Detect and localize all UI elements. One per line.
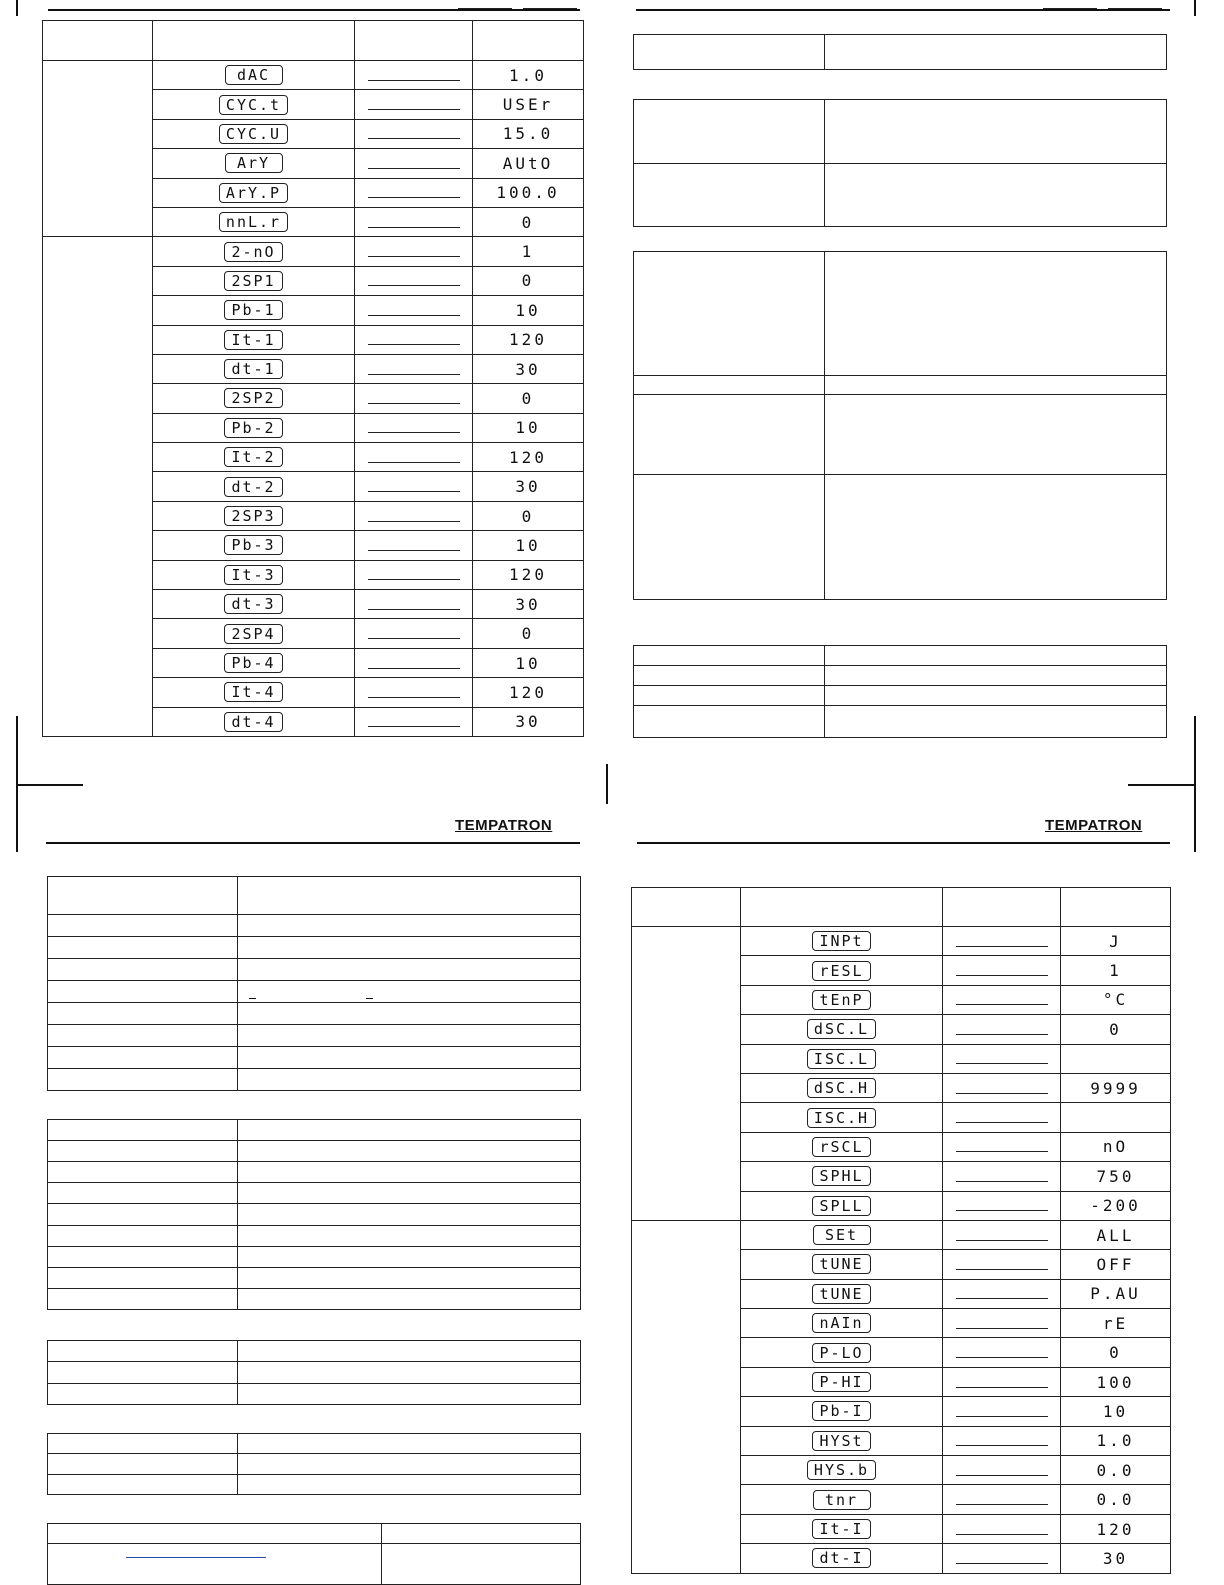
default-value: 30 <box>515 477 541 497</box>
parameter-code: 2-nO <box>224 242 282 262</box>
header-cell-setting <box>943 888 1061 927</box>
setting-blank[interactable] <box>956 1375 1048 1388</box>
parameter-code: It-1 <box>224 330 282 350</box>
setting-blank[interactable] <box>368 509 460 522</box>
setting-blank[interactable] <box>368 626 460 639</box>
default-value: 1.0 <box>509 65 547 85</box>
parameter-code: rESL <box>812 961 870 981</box>
crop-mark-top-left-v <box>16 0 18 16</box>
default-value: 0 <box>1109 1019 1122 1039</box>
setting-blank[interactable] <box>956 1081 1048 1094</box>
default-value: 10 <box>515 535 541 555</box>
setting-blank[interactable] <box>368 303 460 316</box>
setting-blank[interactable] <box>368 126 460 139</box>
default-value: °C <box>1102 990 1129 1010</box>
default-value: 0 <box>1109 1343 1122 1363</box>
setting-blank[interactable] <box>368 244 460 257</box>
top-left-header-rule <box>48 9 580 11</box>
parameter-code: dSC.L <box>807 1019 876 1039</box>
dash-mark-2 <box>366 998 373 999</box>
parameter-code: P-LO <box>812 1343 870 1363</box>
dash-mark-1 <box>249 998 256 999</box>
setting-blank[interactable] <box>368 97 460 110</box>
brand-rule-right <box>637 842 1170 844</box>
default-value: 1 <box>521 242 535 262</box>
default-value: P.AU <box>1090 1284 1141 1304</box>
blank-table-tr-1 <box>633 34 1167 70</box>
default-value: 120 <box>509 682 547 702</box>
table-row <box>48 1544 581 1585</box>
header-cell-group <box>632 888 741 927</box>
setting-blank[interactable] <box>956 1286 1048 1299</box>
default-value: 0 <box>521 506 535 526</box>
setting-blank[interactable] <box>368 215 460 228</box>
default-value: 0 <box>521 271 535 291</box>
top-right-header-box-2 <box>1108 0 1162 9</box>
setting-blank[interactable] <box>368 185 460 198</box>
parameter-code: tUNE <box>812 1254 870 1274</box>
table-row <box>48 1362 581 1383</box>
setting-blank[interactable] <box>956 1345 1048 1358</box>
default-value: 100 <box>1096 1372 1135 1392</box>
table-row <box>634 395 1167 475</box>
setting-blank[interactable] <box>368 714 460 727</box>
setting-blank[interactable] <box>956 1433 1048 1446</box>
setting-blank[interactable] <box>956 992 1048 1005</box>
top-left-header-box-2 <box>523 0 577 9</box>
parameter-code: It-3 <box>224 565 282 585</box>
parameter-code: It-4 <box>224 682 282 702</box>
default-value: 30 <box>515 359 541 379</box>
parameter-code: SPHL <box>812 1166 870 1186</box>
parameter-code: P-HI <box>812 1372 870 1392</box>
header-cell-display <box>741 888 943 927</box>
table-row <box>48 1183 581 1204</box>
parameter-table-top-left <box>42 20 584 737</box>
setting-blank[interactable] <box>956 1492 1048 1505</box>
parameter-code: It-I <box>812 1519 870 1539</box>
default-value: 10 <box>515 300 541 320</box>
parameter-table-bottom-right <box>631 887 1171 1574</box>
default-value: 750 <box>1096 1166 1135 1186</box>
parameter-code: SPLL <box>812 1196 870 1216</box>
setting-blank[interactable] <box>368 332 460 345</box>
blank-table-bl-4 <box>47 1433 581 1495</box>
default-value: 30 <box>515 594 541 614</box>
table-row <box>634 376 1167 395</box>
table-row <box>634 475 1167 600</box>
parameter-code: ArY.P <box>219 183 288 203</box>
default-value: 30 <box>1102 1548 1129 1568</box>
top-right-header-box-1 <box>1043 0 1097 9</box>
table-row <box>48 959 581 981</box>
parameter-code: HYS.b <box>807 1460 876 1480</box>
setting-blank[interactable] <box>956 1257 1048 1270</box>
table-row <box>48 1141 581 1162</box>
default-value: OFF <box>1096 1254 1135 1274</box>
setting-blank[interactable] <box>956 1551 1048 1564</box>
parameter-code: Pb-4 <box>224 653 282 673</box>
parameter-code: dt-3 <box>224 594 282 614</box>
table-row <box>48 1225 581 1246</box>
setting-blank[interactable] <box>956 1404 1048 1417</box>
setting-blank[interactable] <box>956 963 1048 976</box>
crop-mark-top-right-v <box>1194 0 1196 16</box>
table-row <box>48 1047 581 1069</box>
parameter-code: ISC.H <box>807 1108 876 1128</box>
default-value: 120 <box>1096 1519 1135 1539</box>
setting-blank[interactable] <box>956 1051 1048 1064</box>
setting-blank[interactable] <box>368 685 460 698</box>
default-value: 30 <box>515 712 541 732</box>
setting-blank[interactable] <box>368 156 460 169</box>
table-row <box>634 164 1167 227</box>
parameter-code: Pb-I <box>812 1401 870 1421</box>
setting-blank[interactable] <box>368 450 460 463</box>
blank-table-tr-3 <box>633 251 1167 600</box>
brand-logo-left: TEMPATRON <box>455 817 553 834</box>
default-value: AUtO <box>502 153 554 173</box>
setting-blank[interactable] <box>956 1463 1048 1476</box>
blank-table-tr-4 <box>633 645 1167 738</box>
table-row <box>48 1003 581 1025</box>
default-value: 120 <box>509 447 547 467</box>
setting-blank[interactable] <box>956 934 1048 947</box>
table-row <box>48 1434 581 1454</box>
setting-blank[interactable] <box>956 1522 1048 1535</box>
setting-blank[interactable] <box>368 391 460 404</box>
table-row <box>48 1025 581 1047</box>
table-row <box>48 1267 581 1288</box>
setting-blank[interactable] <box>368 538 460 551</box>
table-row <box>48 937 581 959</box>
parameter-code: tEnP <box>812 990 870 1010</box>
table-row <box>48 1288 581 1309</box>
setting-blank[interactable] <box>956 1110 1048 1123</box>
default-value: 0.0 <box>1096 1490 1135 1510</box>
header-cell-default <box>1061 888 1171 927</box>
table-row <box>48 1162 581 1183</box>
parameter-code: tnr <box>813 1490 871 1510</box>
parameter-code: Pb-3 <box>224 535 282 555</box>
setting-blank[interactable] <box>368 362 460 375</box>
setting-blank[interactable] <box>368 597 460 610</box>
setting-blank[interactable] <box>956 1022 1048 1035</box>
brand-logo-right: TEMPATRON <box>1045 817 1143 834</box>
default-value: 10 <box>515 418 541 438</box>
parameter-code: CYC.U <box>219 124 288 144</box>
setting-blank[interactable] <box>956 1139 1048 1152</box>
table-row <box>634 252 1167 376</box>
setting-blank[interactable] <box>956 1316 1048 1329</box>
default-value: 0.0 <box>1096 1460 1135 1480</box>
setting-blank[interactable] <box>368 567 460 580</box>
default-value: 1.0 <box>1096 1431 1135 1451</box>
parameter-code: dAC <box>225 65 283 85</box>
parameter-code: tUNE <box>812 1284 870 1304</box>
default-value: ALL <box>1096 1225 1135 1245</box>
setting-blank[interactable] <box>368 479 460 492</box>
setting-blank[interactable] <box>956 1228 1048 1241</box>
group-cell-1 <box>43 61 153 237</box>
parameter-code: 2SP2 <box>224 388 282 408</box>
setting-blank[interactable] <box>368 68 460 81</box>
default-value: USEr <box>502 95 554 115</box>
setting-blank[interactable] <box>956 1198 1048 1211</box>
header-cell-setting <box>355 21 473 61</box>
default-value: 100.0 <box>496 183 560 203</box>
parameter-code: ArY <box>225 153 283 173</box>
parameter-code: HYSt <box>812 1431 870 1451</box>
default-value: 120 <box>509 330 547 350</box>
crop-mark-left-h <box>16 784 83 786</box>
table-row <box>48 1383 581 1404</box>
group-cell-2 <box>43 237 153 737</box>
table-header-row <box>632 888 1171 927</box>
table-row <box>43 237 584 266</box>
default-value: 120 <box>509 565 547 585</box>
parameter-code: INPt <box>812 931 870 951</box>
table-row <box>48 915 581 937</box>
blank-table-tr-2 <box>633 99 1167 227</box>
top-right-header-rule <box>636 9 1170 11</box>
table-row <box>634 666 1167 686</box>
default-value: nO <box>1102 1137 1129 1157</box>
table-row <box>48 1120 581 1141</box>
default-value: 0 <box>521 624 535 644</box>
brand-rule-left <box>46 842 580 844</box>
parameter-code: 2SP3 <box>224 506 282 526</box>
header-cell-group <box>43 21 153 61</box>
table-row <box>48 1341 581 1362</box>
parameter-code: 2SP1 <box>224 271 282 291</box>
link-underline[interactable] <box>126 1557 266 1558</box>
parameter-code: nAIn <box>812 1313 870 1333</box>
blank-table-bl-2 <box>47 1119 581 1310</box>
default-value: 0 <box>521 388 535 408</box>
table-row <box>48 1474 581 1494</box>
table-row <box>48 1069 581 1091</box>
default-value: 0 <box>521 212 535 232</box>
parameter-code: ISC.L <box>807 1049 876 1069</box>
parameter-code: dt-I <box>812 1548 870 1568</box>
table-row <box>632 927 1171 956</box>
parameter-code: It-2 <box>224 447 282 467</box>
table-row <box>634 706 1167 738</box>
table-row <box>48 1204 581 1225</box>
setting-blank[interactable] <box>368 273 460 286</box>
parameter-code: nnL.r <box>219 212 288 232</box>
table-row <box>48 1246 581 1267</box>
parameter-code: rSCL <box>812 1137 870 1157</box>
table-row <box>634 646 1167 666</box>
parameter-code: dSC.H <box>807 1078 876 1098</box>
default-value: 9999 <box>1090 1078 1141 1098</box>
group-cell-2 <box>632 1220 741 1573</box>
table-row <box>48 1454 581 1474</box>
table-header-row <box>43 21 584 61</box>
parameter-code: dt-1 <box>224 359 282 379</box>
setting-blank[interactable] <box>368 656 460 669</box>
crop-mark-center-v <box>606 764 608 804</box>
table-row <box>43 61 584 90</box>
parameter-code: 2SP4 <box>224 624 282 644</box>
blank-table-bl-1 <box>47 876 581 1091</box>
table-row <box>48 1524 581 1544</box>
blank-table-bl-3 <box>47 1340 581 1405</box>
table-row <box>634 35 1167 70</box>
default-value: 15.0 <box>502 124 554 144</box>
default-value: rE <box>1102 1313 1129 1333</box>
parameter-code: dt-2 <box>224 477 282 497</box>
table-row <box>632 1220 1171 1249</box>
table-row <box>634 100 1167 164</box>
default-value: 1 <box>1109 961 1122 981</box>
group-cell-1 <box>632 927 741 1221</box>
setting-blank[interactable] <box>956 1169 1048 1182</box>
parameter-code: SEt <box>813 1225 871 1245</box>
crop-mark-right-h <box>1128 784 1195 786</box>
blank-table-bl-5 <box>47 1523 581 1585</box>
parameter-code: Pb-1 <box>224 300 282 320</box>
header-cell-display <box>153 21 355 61</box>
parameter-code: Pb-2 <box>224 418 282 438</box>
table-row <box>634 686 1167 706</box>
table-row <box>48 981 581 1003</box>
default-value: J <box>1109 931 1122 951</box>
table-row <box>48 877 581 915</box>
setting-blank[interactable] <box>368 420 460 433</box>
top-left-header-box-1 <box>458 0 512 9</box>
default-value: 10 <box>1102 1401 1129 1421</box>
default-value: 10 <box>515 653 541 673</box>
parameter-code: CYC.t <box>219 95 288 115</box>
header-cell-default <box>473 21 584 61</box>
parameter-code: dt-4 <box>224 712 282 732</box>
default-value: -200 <box>1090 1196 1141 1216</box>
